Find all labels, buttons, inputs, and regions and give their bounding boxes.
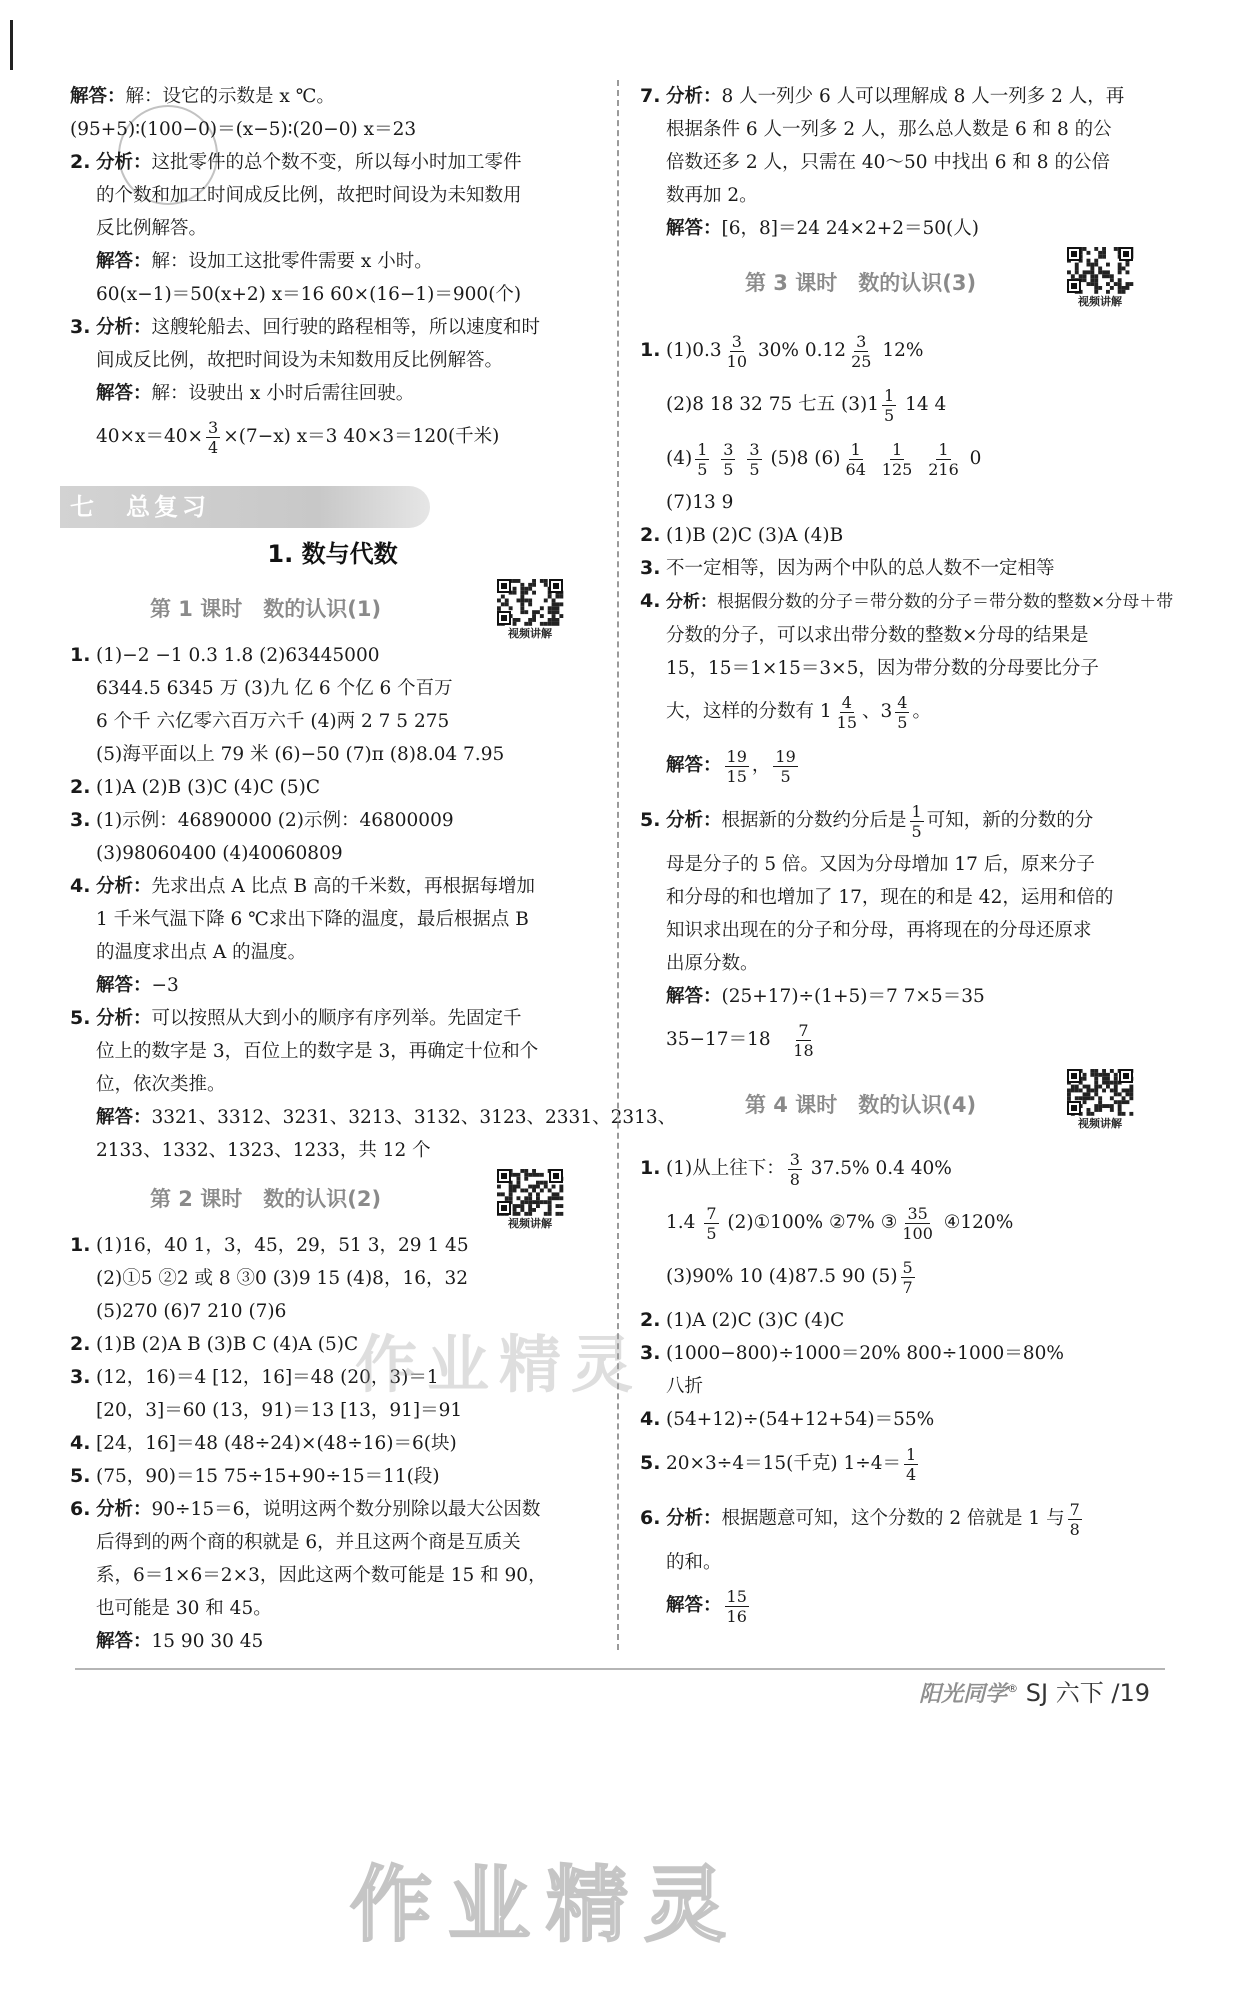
registered-mark: ® bbox=[1007, 1682, 1019, 1695]
lesson1-q2: 2. (1)A (2)B (3)C (4)C (5)C bbox=[70, 776, 320, 798]
lesson-4-header bbox=[640, 1067, 1155, 1141]
lesson-2-header bbox=[70, 1167, 595, 1229]
lesson-3-header bbox=[640, 245, 1155, 323]
brand-logo: 阳光同学 bbox=[919, 1682, 1008, 1707]
fraction: $\frac{3}{10}$ bbox=[726, 331, 747, 371]
qr-caption: 视频讲解 bbox=[508, 627, 552, 640]
question-2: 2. 分析：这批零件的总个数不变，所以每小时加工零件 的个数和加工时间成反比例，故把时间设为未知数用 反比例解答。 解答：解：设加工这批零件需要 x 小时。 60(x−1)＝50(x+2) x＝16 60×(16−1)＝900(个) bbox=[70, 151, 522, 305]
fraction: $\frac{3}{5}$ bbox=[723, 439, 734, 479]
lesson1-q1: 1. (1)−2 −1 0.3 1.8 (2)63445000 6344.5 6345 万 (3)九 亿 6 个亿 6 个百万 6 个千 六亿零六百万六千 (4)两 2 7 5 275 (5)海平面以上 79 米 (6)−50 (7)π (8)8.04 7.95 bbox=[70, 644, 505, 765]
fraction: $\frac{3}{5}$ bbox=[749, 439, 760, 479]
fraction: $\frac{15}{16}$ bbox=[726, 1586, 747, 1626]
margin-bar bbox=[10, 20, 13, 70]
right-column bbox=[640, 80, 1174, 1633]
lesson2-q2: 2. (1)B (2)A B (3)B C (4)A (5)C bbox=[70, 1333, 359, 1355]
fraction: $\frac{1}{125}$ bbox=[881, 439, 913, 479]
lesson2-q4: 4. [24，16]＝48 (48÷24)×(48÷16)＝6(块) bbox=[70, 1432, 457, 1454]
fraction: $\frac{7}{18}$ bbox=[793, 1020, 814, 1060]
lesson3-q1: 1. (1)0.3 $\frac{3}{10}$ 30% 0.12 $\frac{3}{25}$ 12% (2)8 18 32 75 七五 (3)1 $\frac{1}{5}$ 14 4 (4) $\frac{1}{5}$ $\frac{3}{5}$ $\frac{3}{5}$ (5)8 (6) $\frac{1}{64}$ $\frac{1}{125}$ $\frac{1}{216}$ 0 (7)13 9 bbox=[640, 331, 982, 513]
question-7: 7. 分析：8 人一列少 6 人可以理解成 8 人一列多 2 人，再 根据条件 6 人一列多 2 人，那么总人数是 6 和 8 的公 倍数还多 2 人，只需在 40～50 中找出 6 和 8 的公倍 数再加 2。 解答：[6，8]＝24 24×2+2＝50(人) bbox=[640, 85, 1125, 239]
section-subtitle: 1. 数与代数 bbox=[267, 540, 398, 568]
fraction: $\frac{19}{15}$ bbox=[726, 746, 747, 786]
lesson2-q5: 5. (75，90)＝15 75÷15+90÷15＝11(段) bbox=[70, 1465, 440, 1487]
qr-caption: 视频讲解 bbox=[508, 1217, 552, 1230]
lesson4-q6: 6. 分析：根据题意可知，这个分数的 2 倍就是 1 与 $\frac{7}{8}$ 的和。 解答： $\frac{15}{16}$ bbox=[640, 1499, 1080, 1626]
question-3: 3. 分析：这艘轮船去、回行驶的路程相等，所以速度和时 间成反比例，故把时间设为未知数用反比例解答。 解答：解：设驶出 x 小时后需往回驶。 40×x＝40× $\frac{3}{4}$ ×(7−x) x＝3 40×3＝120(千米) bbox=[70, 316, 541, 457]
fraction: $\frac{1}{5}$ bbox=[911, 801, 922, 841]
answer-line: 解答：解：设它的示数是 x ℃。 bbox=[70, 86, 335, 107]
fraction: $\frac{3}{25}$ bbox=[851, 331, 872, 371]
qr-code[interactable] bbox=[495, 1167, 565, 1231]
qr-caption: 视频讲解 bbox=[1078, 1117, 1122, 1130]
watermark: 作业精灵 bbox=[355, 1328, 644, 1401]
lesson4-q4: 4. (54+12)÷(54+12+54)＝55% bbox=[640, 1408, 935, 1430]
fraction: $\frac{19}{5}$ bbox=[775, 746, 796, 786]
lesson-title: 第 4 课时 数的认识(4) bbox=[745, 1093, 977, 1117]
fraction: $\frac{5}{7}$ bbox=[902, 1257, 913, 1297]
section-banner: 七 总复习 bbox=[60, 486, 430, 528]
fraction: $\frac{3}{8}$ bbox=[789, 1149, 800, 1189]
lesson-title: 第 2 课时 数的认识(2) bbox=[150, 1187, 382, 1211]
fraction: $\frac{1}{4}$ bbox=[905, 1444, 917, 1484]
lesson2-q3: 3. (12，16)＝4 [12，16]＝48 (20，3)＝1 [20，3]＝60 (13，91)＝13 [13，91]＝91 bbox=[70, 1366, 463, 1421]
lesson3-q4: 4. 分析：根据假分数的分子＝带分数的分子＝带分数的整数×分母＋带 分数的分子，可以求出带分数的整数×分母的结果是 15，15＝1×15＝3×5，因为带分数的分母要比分子 大，这样的分数有 1 $\frac{4}{15}$ 、3 $\frac{4}{5}$ 。 解答： $\frac{19}{15}$ ， $\frac{19}{5}$ bbox=[640, 590, 1174, 786]
fraction: $\frac{1}{5}$ bbox=[883, 385, 895, 425]
fraction: $\frac{1}{5}$ bbox=[697, 439, 708, 479]
footer-rule bbox=[75, 1668, 1165, 1670]
lesson3-q5: 5. 分析：根据新的分数约分后是 $\frac{1}{5}$ 可知，新的分数的分 母是分子的 5 倍。又因为分母增加 17 后，原来分子 和分母的和也增加了 17，现在的和是 42，运用和倍的 知识求出现在的分子和分母，再将现在的分母还原求 出原分数。 解答：(25+17)÷(1+5)＝7 7×5＝35 35−17＝18 $\frac{7}{18}$ bbox=[640, 801, 1114, 1060]
qr-code[interactable] bbox=[1065, 1067, 1135, 1131]
fraction: $\frac{3}{4}$ bbox=[208, 417, 219, 457]
fraction: $\frac{7}{8}$ bbox=[1069, 1499, 1080, 1539]
left-column bbox=[70, 80, 677, 1658]
qr-caption: 视频讲解 bbox=[1078, 295, 1122, 308]
page-footer bbox=[919, 1673, 1150, 1708]
lesson3-q3: 3. 不一定相等，因为两个中队的总人数不一定相等 bbox=[640, 557, 1055, 579]
lesson-1-header bbox=[70, 577, 595, 639]
lesson4-q3: 3. (1000−800)÷1000＝20% 800÷1000＝80% 八折 bbox=[640, 1342, 1064, 1397]
fraction: $\frac{4}{15}$ bbox=[836, 692, 858, 732]
fraction: $\frac{35}{100}$ bbox=[902, 1203, 933, 1243]
qr-code[interactable] bbox=[495, 577, 565, 641]
lesson-title: 第 3 课时 数的认识(3) bbox=[745, 271, 977, 295]
lesson2-q6: 6. 分析：90÷15＝6，说明这两个数分别除以最大公因数 后得到的两个商的积就是 6，并且这两个商是互质关 系，6＝1×6＝2×3，因此这两个数可能是 15 和 90， 也可能是 30 和 45。 解答：15 90 30 45 bbox=[70, 1498, 547, 1652]
lesson1-q4: 4. 分析：先求出点 A 比点 B 高的千米数，再根据每增加 1 千米气温下降 6 ℃求出下降的温度，最后根据点 B 的温度求出点 A 的温度。 解答：−3 bbox=[70, 875, 535, 996]
fraction: $\frac{1}{216}$ bbox=[928, 439, 959, 479]
lesson1-q3: 3. (1)示例：46890000 (2)示例：46800009 (3)98060400 (4)40060809 bbox=[70, 809, 454, 864]
fraction: $\frac{7}{5}$ bbox=[706, 1203, 717, 1243]
lesson4-q2: 2. (1)A (2)C (3)C (4)C bbox=[640, 1309, 845, 1331]
fraction: $\frac{4}{5}$ bbox=[897, 692, 908, 732]
lesson3-q2: 2. (1)B (2)C (3)A (4)B bbox=[640, 524, 844, 546]
lesson2-q1: 1. (1)16，40 1，3，45，29，51 3，29 1 45 (2)①5 ②2 或 8 ③0 (3)9 15 (4)8，16，32 (5)270 (6)7 210 (7)6 bbox=[70, 1234, 469, 1322]
page-number: SJ 六下 /19 bbox=[1025, 1679, 1150, 1707]
qr-code[interactable] bbox=[1065, 245, 1135, 309]
fraction: $\frac{1}{64}$ bbox=[845, 439, 866, 479]
lesson-title: 第 1 课时 数的认识(1) bbox=[150, 597, 382, 621]
watermark: 作业精灵 bbox=[350, 1858, 743, 1953]
lesson4-q1: 1. (1)从上往下： $\frac{3}{8}$ 37.5% 0.4 40% 1.4 $\frac{7}{5}$ (2)①100% ②7% ③ $\frac{35}{100}$ ④120% (3)90% 10 (4)87.5 90 (5) $\frac{5}{7}$ bbox=[640, 1149, 1014, 1297]
lesson1-q5: 5. 分析：可以按照从大到小的顺序有序列举。先固定千 位上的数字是 3，百位上的数字是 3，再确定十位和个 位，依次类推。 解答：3321、3312、3231、3213、3132、3123、2331、2313、 2133、1332、1323、1233，共 12 个 bbox=[70, 1007, 677, 1161]
column-divider bbox=[617, 80, 619, 1650]
lesson4-q5: 5. 20×3÷4＝15(千克) 1÷4＝ $\frac{1}{4}$ bbox=[640, 1444, 917, 1484]
equation-line: (95+5)∶(100−0)＝(x−5)∶(20−0) x＝23 bbox=[70, 119, 417, 140]
